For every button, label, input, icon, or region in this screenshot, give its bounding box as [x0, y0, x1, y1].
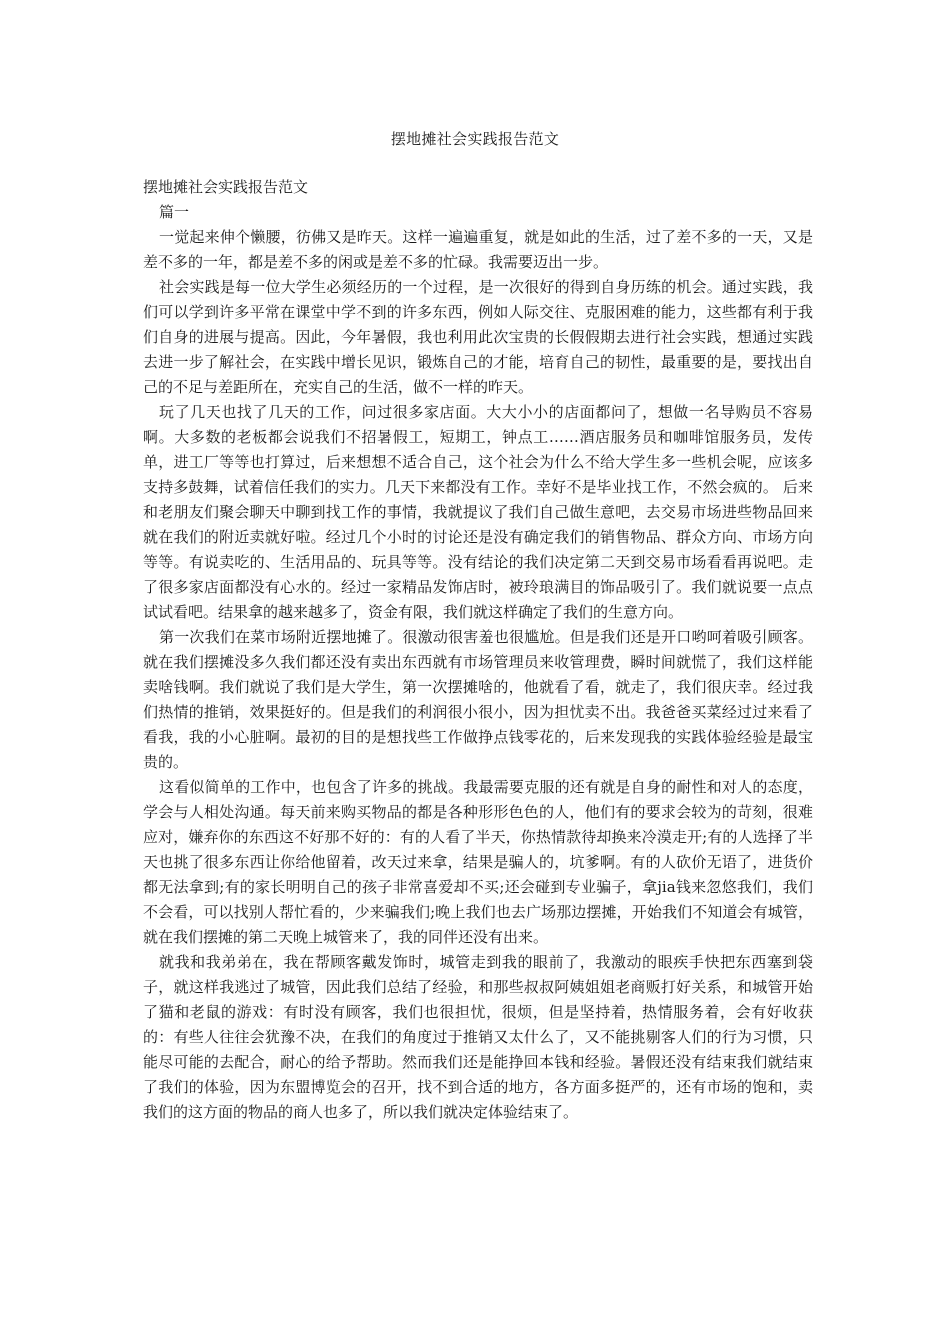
document-body: [143, 175, 813, 1125]
section-label: 篇一: [159, 203, 190, 221]
body-paragraph: 就我和我弟弟在，我在帮顾客戴发饰时，城管走到我的眼前了，我激动的眼疾手快把东西塞到袋子，就这样我逃过了城管，因此我们总结了经验，和那些叔叔阿姨姐姐老商贩打好关系，和城管开始了猫和老鼠的游戏：有时没有顾客，我们也很担忧，很烦，但是坚持着，热情服务着，会有好收获的：有些人往往会犹豫不决，在我们的角度过于推销又太什么了，又不能挑剔客人们的行为习惯，只能尽可能的去配合，耐心的给予帮助。然而我们还是能挣回本钱和经验。暑假还没有结束我们就结束了我们的体验，因为东盟博览会的召开，找不到合适的地方，各方面多挺严的，还有市场的饱和，卖我们的这方面的物品的商人也多了，所以我们就决定体验结束了。: [143, 953, 813, 1121]
document-title: 摆地摊社会实践报告范文: [390, 130, 560, 148]
document-subtitle: 摆地摊社会实践报告范文: [143, 178, 309, 196]
body-paragraph: 第一次我们在菜市场附近摆地摊了。很激动很害羞也很尴尬。但是我们还是开口哟呵着吸引顾客。就在我们摆摊没多久我们都还没有卖出东西就有市场管理员来收管理费，瞬时间就慌了，我们这样能卖啥钱啊。我们就说了我们是大学生，第一次摆摊啥的，他就看了看，就走了，我们很庆幸。经过我们热情的推销，效果挺好的。但是我们的利润很小很小，因为担忧卖不出。我爸爸买菜经过过来看了看我，我的小心脏啊。最初的目的是想找些工作做挣点钱零花的，后来发现我的实践体验经验是最宝贵的。: [143, 628, 813, 771]
body-paragraph: 社会实践是每一位大学生必须经历的一个过程，是一次很好的得到自身历练的机会。通过实践，我们可以学到许多平常在课堂中学不到的许多东西，例如人际交往、克服困难的能力，这些都有利于我们自身的进展与提高。因此，今年暑假，我也利用此次宝贵的长假假期去进行社会实践，想通过实践去进一步了解社会，在实践中增长见识，锻炼自己的才能，培育自己的韧性，最重要的是，要找出自己的不足与差距所在，充实自己的生活，做不一样的昨天。: [143, 278, 813, 396]
body-paragraph: 这看似简单的工作中，也包含了许多的挑战。我最需要克服的还有就是自身的耐性和对人的态度，学会与人相处沟通。每天前来购买物品的都是各种形形色色的人，他们有的要求会较为的苛刻，很难应对，嫌弃你的东西这不好那不好的：有的人看了半天，你热情款待却换来冷漠走开;有的人选择了半天也挑了很多东西让你给他留着，改天过来拿，结果是骗人的，坑爹啊。有的人砍价无语了，进货价都无法拿到;有的家长明明自己的孩子非常喜爱却不买;还会碰到专业骗子，拿jia钱来忽悠我们，我们不会看，可以找别人帮忙看的，少来骗我们;晚上我们也去广场那边摆摊，开始我们不知道会有城管，就在我们摆摊的第二天晚上城管来了，我的同伴还没有出来。: [143, 778, 813, 946]
body-paragraph: 一觉起来伸个懒腰，彷佛又是昨天。这样一遍遍重复，就是如此的生活，过了差不多的一天，又是差不多的一年，都是差不多的闲或是差不多的忙碌。我需要迈出一步。: [143, 228, 813, 271]
body-paragraph: 玩了几天也找了几天的工作，问过很多家店面。大大小小的店面都问了，想做一名导购员不容易啊。大多数的老板都会说我们不招暑假工，短期工，钟点工……酒店服务员和咖啡馆服务员，发传单，进工厂等等也打算过，后来想想不适合自己，这个社会为什么不给大学生多一些机会呢，应该多支持多鼓舞，试着信任我们的实力。几天下来都没有工作。幸好不是毕业找工作，不然会疯的。 后来和老朋友们聚会聊天中聊到找工作的事情，我就提议了我们自己做生意吧，去交易市场进些物品回来就在我们的附近卖就好啦。经过几个小时的讨论还是没有确定我们的销售物品、群众方向、市场方向等等。有说卖吃的、生活用品的、玩具等等。没有结论的我们决定第二天到交易市场看看再说吧。走了很多家店面都没有心水的。经过一家精品发饰店时，被玲琅满目的饰品吸引了。我们就说要一点点试试看吧。结果拿的越来越多了，资金有限，我们就这样确定了我们的生意方向。: [143, 403, 813, 621]
